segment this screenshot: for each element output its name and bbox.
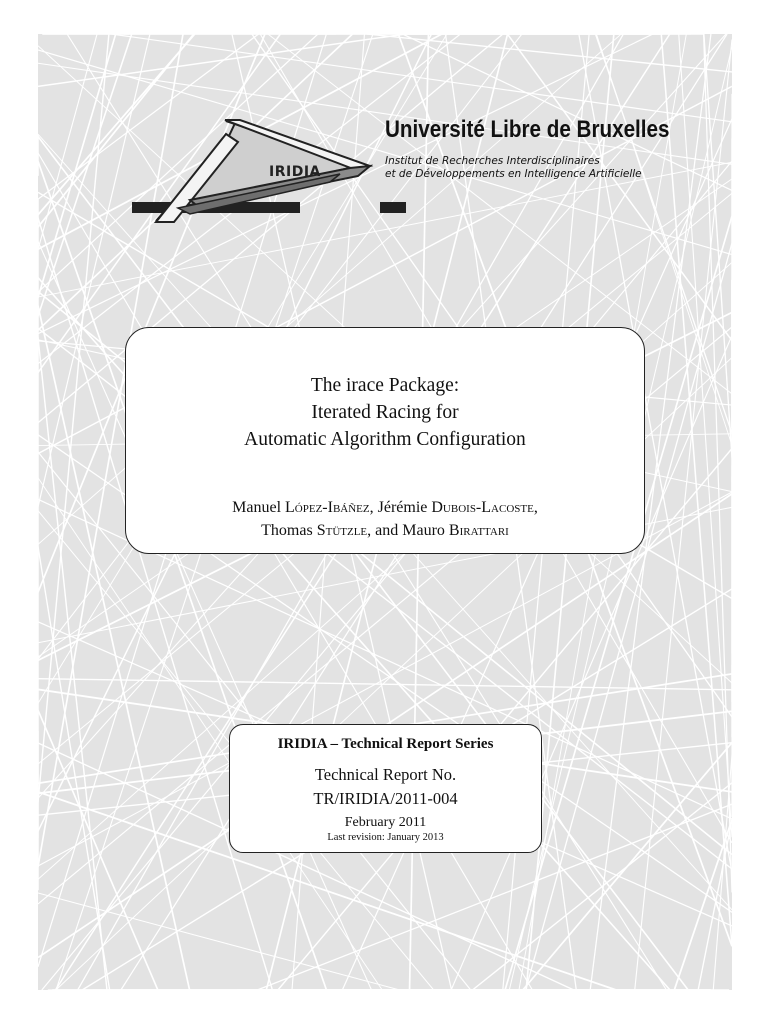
title-line-1: The irace Package: — [310, 375, 460, 396]
report-date: February 2011 — [344, 815, 427, 830]
author-2-first: Jérémie — [377, 499, 428, 516]
institute-line-1: Institut de Recherches Interdisciplinaires — [385, 155, 600, 167]
author-2-last: Dubois-Lacoste — [431, 499, 534, 516]
background-line — [111, 34, 732, 122]
background-line — [38, 137, 688, 990]
author-4-last: Birattari — [448, 522, 509, 539]
author-3-last: Stützle — [316, 522, 368, 539]
background-line — [38, 710, 158, 990]
report-revision: Last revision: January 2013 — [327, 832, 444, 843]
background-line — [38, 34, 406, 86]
university-name: Université Libre de Bruxelles — [385, 116, 670, 143]
report-title — [126, 372, 644, 453]
iridia-logo-text: IRIDIA — [269, 164, 321, 180]
author-4-first: Mauro — [402, 522, 445, 539]
report-info-box — [229, 724, 542, 853]
background-line — [38, 893, 400, 990]
report-cover — [38, 34, 732, 990]
report-number: TR/IRIDIA/2011-004 — [313, 789, 458, 808]
background-line — [661, 34, 732, 946]
author-1-first: Manuel — [232, 499, 282, 516]
author-3-first: Thomas — [261, 522, 313, 539]
author-line-2: Thomas Stützle, and Mauro Birattari — [261, 522, 509, 539]
title-line-3: Automatic Algorithm Configuration — [244, 429, 526, 450]
background-line — [38, 34, 97, 250]
background-line — [635, 39, 732, 990]
title-box — [125, 327, 645, 554]
report-number-label: Technical Report No. — [314, 765, 457, 784]
author-line-1: Manuel López-Ibáñez, Jérémie Dubois-Lacoste, — [232, 499, 538, 516]
author-1-last: López-Ibáñez — [285, 499, 370, 516]
institute-line-2: et de Développements en Intelligence Artificielle — [385, 168, 642, 180]
author-conjunction: and — [375, 522, 399, 539]
report-series: IRIDIA – Technical Report Series — [277, 736, 494, 752]
background-line — [38, 34, 116, 298]
background-line — [523, 743, 732, 990]
title-line-2: Iterated Racing for — [311, 402, 459, 423]
author-list — [126, 496, 644, 542]
